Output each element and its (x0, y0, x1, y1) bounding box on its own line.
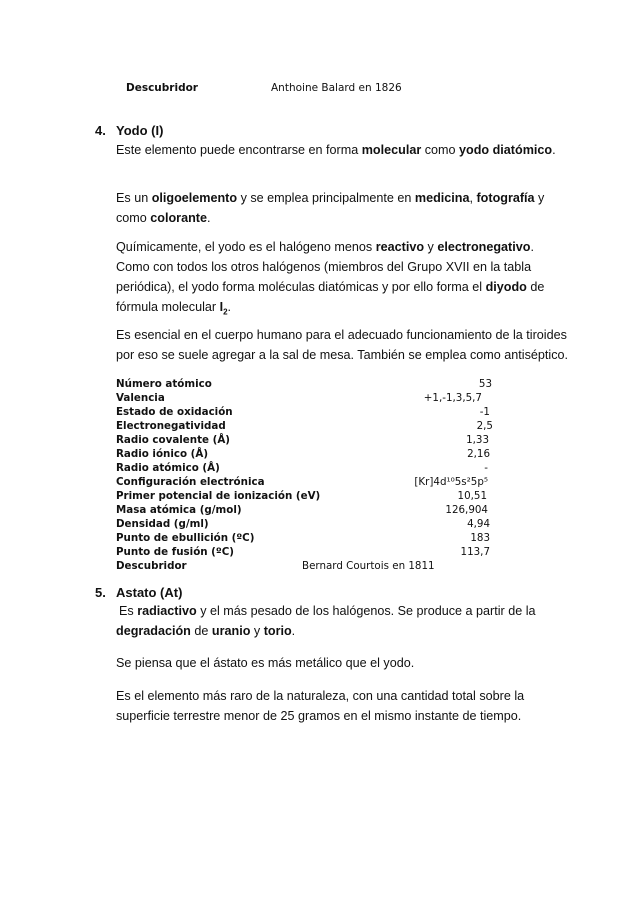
astato-paragraph-2: Se piensa que el ástato es más metálico que el yodo. (116, 656, 415, 670)
prop-row-ionization-potential: Primer potencial de ionización (eV) 10,51 (116, 490, 487, 502)
top-discoverer-label: Descubridor (126, 82, 198, 94)
prop-row-electronegativity: Electronegatividad 2,5 (116, 420, 493, 432)
top-discoverer-value: Anthoine Balard en 1826 (271, 82, 402, 94)
prop-row-atomic-number: Número atómico 53 (116, 378, 492, 390)
prop-row-electron-config: Configuración electrónica [Kr]4d¹⁰5s²5p⁵ (116, 476, 488, 488)
section-5-number: 5. (95, 585, 106, 600)
prop-row-valence: Valencia +1,-1,3,5,7 (116, 392, 482, 404)
prop-row-covalent-radius: Radio covalente (Å) 1,33 (116, 434, 489, 446)
section-4-number: 4. (95, 123, 106, 138)
iodo-paragraph-2: Es un oligoelemento y se emplea principalmente en medicina, fotografía y como colorante. (116, 191, 545, 225)
astato-paragraph-1-cont: degradación de uranio y torio. (116, 624, 296, 638)
prop-row-oxidation-state: Estado de oxidación -1 (116, 406, 490, 418)
section-5-heading: Astato (At) (116, 585, 183, 600)
iodo-paragraph-3: Químicamente, el yodo es el halógeno menos reactivo y electronegativo. Como con todos los otros halógenos (miembros del Grupo XVII en la tabla periódica), el yodo forma moléculas diatómicas y por ello forma el diyodo de fórmula molecular $I_2$. (116, 240, 545, 317)
prop-row-ionic-radius: Radio iónico (Å) 2,16 (116, 448, 490, 460)
astato-paragraph-1: Es radiactivo y el más pesado de los halógenos. Se produce a partir de la (119, 604, 536, 618)
prop-row-melting-point: Punto de fusión (ºC) 113,7 (116, 546, 490, 558)
prop-row-density: Densidad (g/ml) 4,94 (116, 518, 490, 530)
prop-row-atomic-radius: Radio atómico (Å) - (116, 462, 488, 474)
prop-row-atomic-mass: Masa atómica (g/mol) 126,904 (116, 504, 488, 516)
iodo-paragraph-1: Este elemento puede encontrarse en forma molecular como yodo diatómico. (116, 143, 556, 157)
prop-row-boiling-point: Punto de ebullición (ºC) 183 (116, 532, 490, 544)
section-4-heading: Yodo (I) (116, 123, 164, 138)
prop-row-discoverer: Descubridor Bernard Courtois en 1811 (116, 560, 435, 572)
iodo-paragraph-4: Es esencial en el cuerpo humano para el adecuado funcionamiento de la tiroides por eso se suele agregar a la sal de mesa. También se emplea como antiséptico. (116, 328, 568, 362)
astato-paragraph-3: Es el elemento más raro de la naturaleza, con una cantidad total sobre la superficie terrestre menor de 25 gramos en el mismo instante de tiempo. (116, 689, 525, 723)
